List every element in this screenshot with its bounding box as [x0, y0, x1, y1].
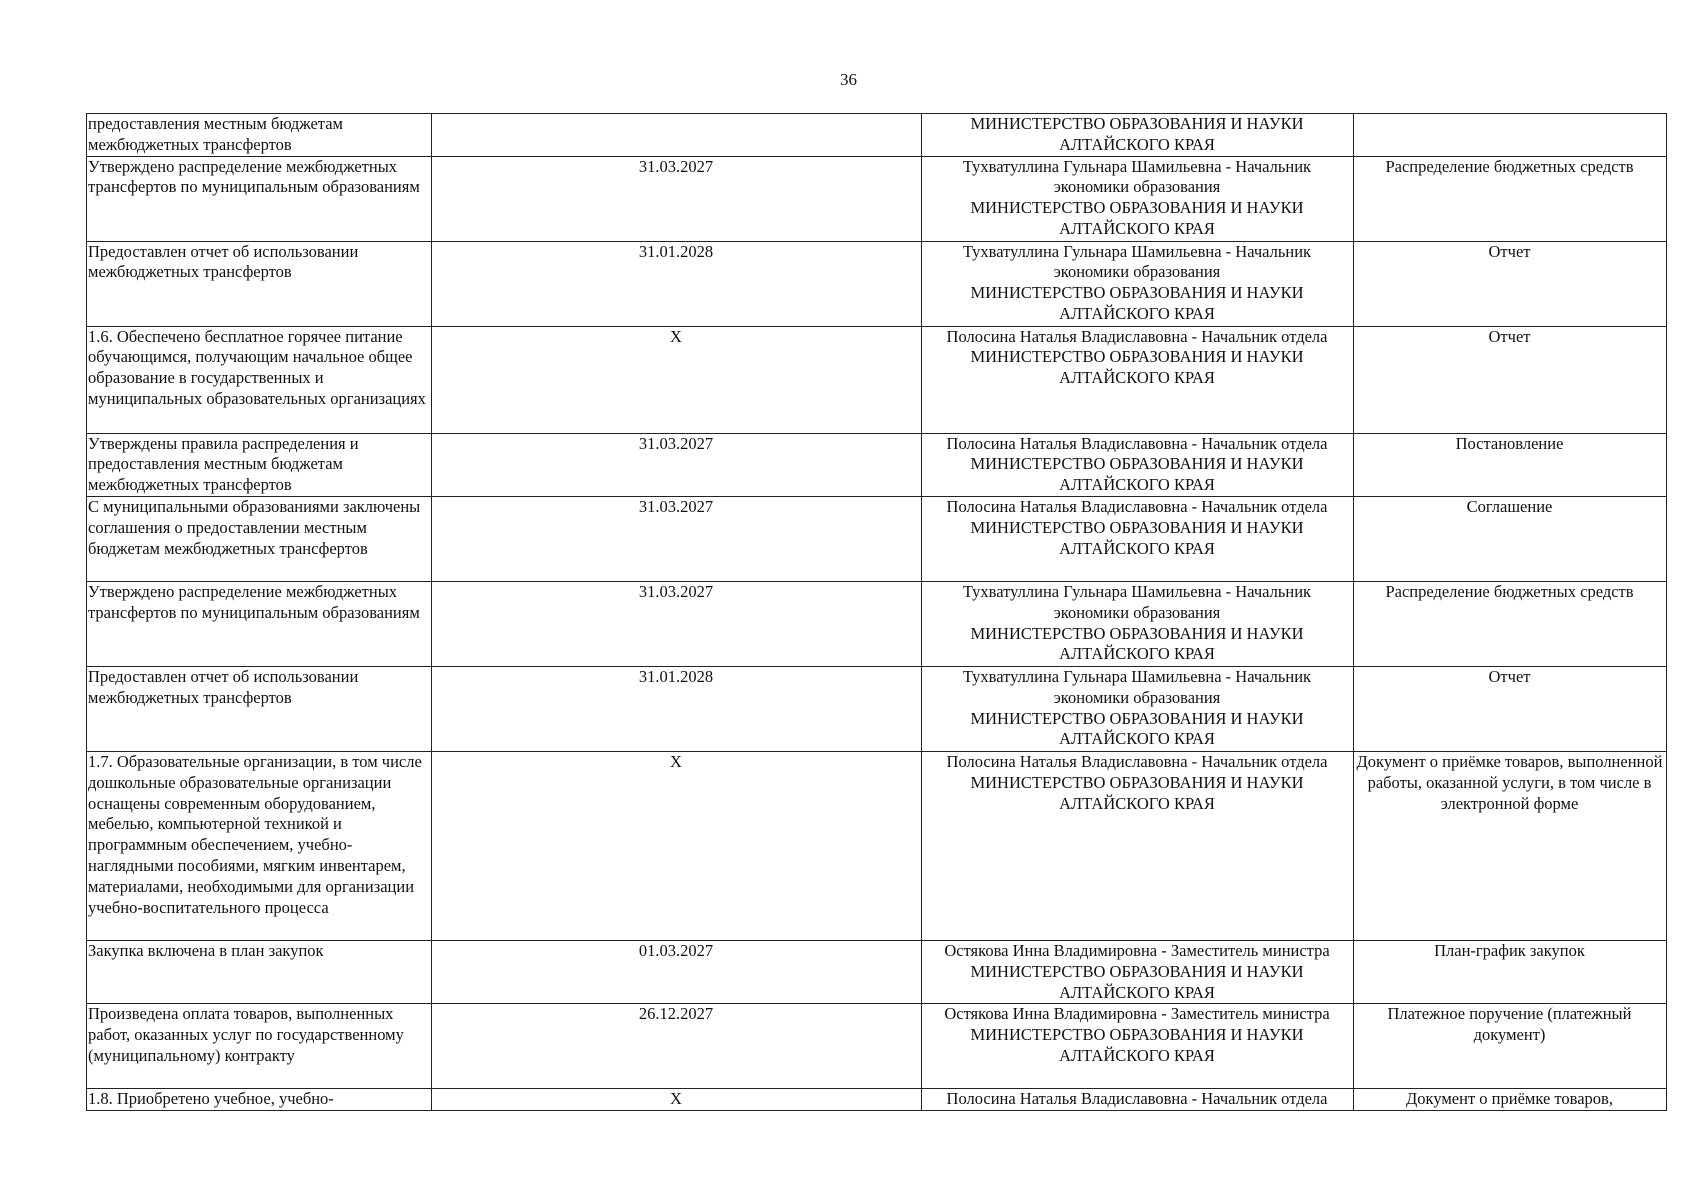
table-row — [87, 241, 1667, 326]
responsible-cell — [922, 114, 1354, 157]
plan-table — [86, 113, 1667, 1111]
responsible-cell — [922, 666, 1354, 751]
responsible-line: Полосина Наталья Владиславовна - Начальник отдела — [946, 433, 1328, 453]
event-name-cell: Предоставлен отчет об использовании межбюджетных трансфертов — [87, 666, 432, 751]
document-cell: Документ о приёмке товаров, выполненной работы, оказанной услуги, в том числе в электронной форме — [1354, 751, 1667, 940]
responsible-cell — [922, 496, 1354, 581]
responsible-line: Полосина Наталья Владиславовна - Начальник отдела — [946, 496, 1328, 516]
document-cell: Документ о приёмке товаров, — [1354, 1089, 1667, 1111]
deadline-cell: 01.03.2027 — [432, 940, 922, 1003]
responsible-line: АЛТАЙСКОГО КРАЯ — [1059, 368, 1215, 388]
event-name-cell: Утверждено распределение межбюджетных трансфертов по муниципальным образованиям — [87, 581, 432, 666]
responsible-cell — [922, 1004, 1354, 1089]
responsible-line: АЛТАЙСКОГО КРАЯ — [1059, 303, 1215, 323]
responsible-line: экономики образования — [1053, 687, 1221, 707]
event-name-cell: Закупка включена в план закупок — [87, 940, 432, 1003]
document-cell — [1354, 114, 1667, 157]
responsible-line: МИНИСТЕРСТВО ОБРАЗОВАНИЯ И НАУКИ — [970, 114, 1304, 133]
responsible-line: экономики образования — [1053, 262, 1221, 282]
responsible-line: МИНИСТЕРСТВО ОБРАЗОВАНИЯ И НАУКИ — [970, 708, 1304, 728]
deadline-cell: X — [432, 326, 922, 433]
responsible-cell — [922, 241, 1354, 326]
deadline-cell: 31.01.2028 — [432, 241, 922, 326]
event-name-cell: предоставления местным бюджетам межбюджетных трансфертов — [87, 114, 432, 157]
table-row — [87, 433, 1667, 496]
table-row — [87, 581, 1667, 666]
responsible-line: Полосина Наталья Владиславовна - Начальник отдела — [946, 751, 1328, 771]
table-row — [87, 156, 1667, 241]
responsible-line: МИНИСТЕРСТВО ОБРАЗОВАНИЯ И НАУКИ — [970, 347, 1304, 367]
event-name-cell: Произведена оплата товаров, выполненных работ, оказанных услуг по государственному (муниципальному) контракту — [87, 1004, 432, 1089]
responsible-line: Тухватуллина Гульнара Шамильевна - Начальник — [962, 241, 1312, 261]
responsible-line: экономики образования — [1053, 602, 1221, 622]
responsible-cell — [922, 156, 1354, 241]
document-cell: Отчет — [1354, 326, 1667, 433]
event-name-cell: 1.6. Обеспечено бесплатное горячее питание обучающимся, получающим начальное общее образование в государственных и муниципальных образовательных организациях — [87, 326, 432, 433]
responsible-line: АЛТАЙСКОГО КРАЯ — [1059, 729, 1215, 749]
responsible-line: АЛТАЙСКОГО КРАЯ — [1059, 644, 1215, 664]
responsible-line: Тухватуллина Гульнара Шамильевна - Начальник — [962, 666, 1312, 686]
table-row — [87, 1004, 1667, 1089]
deadline-cell — [432, 114, 922, 157]
responsible-line: АЛТАЙСКОГО КРАЯ — [1059, 1045, 1215, 1065]
document-cell: Платежное поручение (платежный документ) — [1354, 1004, 1667, 1089]
responsible-line: АЛТАЙСКОГО КРАЯ — [1059, 134, 1215, 154]
event-name-cell: Предоставлен отчет об использовании межбюджетных трансфертов — [87, 241, 432, 326]
responsible-line: Полосина Наталья Владиславовна - Начальник отдела — [946, 326, 1328, 346]
event-name-cell: С муниципальными образованиями заключены соглашения о предоставлении местным бюджетам межбюджетных трансфертов — [87, 496, 432, 581]
document-cell: План-график закупок — [1354, 940, 1667, 1003]
table-row — [87, 326, 1667, 433]
responsible-line: МИНИСТЕРСТВО ОБРАЗОВАНИЯ И НАУКИ — [970, 517, 1304, 537]
responsible-line: Тухватуллина Гульнара Шамильевна - Начальник — [962, 156, 1312, 176]
responsible-line: Остякова Инна Владимировна - Заместитель министра — [944, 940, 1330, 960]
responsible-line: МИНИСТЕРСТВО ОБРАЗОВАНИЯ И НАУКИ — [970, 772, 1304, 792]
responsible-cell — [922, 940, 1354, 1003]
table-row — [87, 1089, 1667, 1111]
deadline-cell: 31.03.2027 — [432, 496, 922, 581]
deadline-cell: X — [432, 751, 922, 940]
deadline-cell: 26.12.2027 — [432, 1004, 922, 1089]
responsible-cell — [922, 1089, 1354, 1111]
responsible-line: АЛТАЙСКОГО КРАЯ — [1059, 218, 1215, 238]
responsible-line: МИНИСТЕРСТВО ОБРАЗОВАНИЯ И НАУКИ — [970, 623, 1304, 643]
responsible-line: АЛТАЙСКОГО КРАЯ — [1059, 793, 1215, 813]
responsible-cell — [922, 326, 1354, 433]
document-cell: Отчет — [1354, 666, 1667, 751]
responsible-line: МИНИСТЕРСТВО ОБРАЗОВАНИЯ И НАУКИ — [970, 1025, 1304, 1045]
table-row — [87, 496, 1667, 581]
deadline-cell: 31.03.2027 — [432, 433, 922, 496]
page-number: 36 — [840, 70, 857, 89]
event-name-cell: 1.8. Приобретено учебное, учебно- — [87, 1089, 432, 1111]
document-cell: Постановление — [1354, 433, 1667, 496]
responsible-line: МИНИСТЕРСТВО ОБРАЗОВАНИЯ И НАУКИ — [970, 283, 1304, 303]
responsible-line: МИНИСТЕРСТВО ОБРАЗОВАНИЯ И НАУКИ — [970, 961, 1304, 981]
event-name-cell: Утверждено распределение межбюджетных трансфертов по муниципальным образованиям — [87, 156, 432, 241]
responsible-line: экономики образования — [1053, 177, 1221, 197]
document-cell: Соглашение — [1354, 496, 1667, 581]
table-row — [87, 940, 1667, 1003]
responsible-cell — [922, 751, 1354, 940]
responsible-cell — [922, 433, 1354, 496]
event-name-cell: 1.7. Образовательные организации, в том числе дошкольные образовательные организации оснащены современным оборудованием, мебелью, компьютерной техникой и программным обеспечением, учебно-наглядными пособиями, мягким инвентарем, материалами, необходимыми для организации учебно-воспитательного процесса — [87, 751, 432, 940]
event-name-cell: Утверждены правила распределения и предоставления местным бюджетам межбюджетных трансфертов — [87, 433, 432, 496]
responsible-cell — [922, 581, 1354, 666]
document-cell: Распределение бюджетных средств — [1354, 156, 1667, 241]
responsible-line: АЛТАЙСКОГО КРАЯ — [1059, 538, 1215, 558]
responsible-line: АЛТАЙСКОГО КРАЯ — [1059, 982, 1215, 1002]
table-row — [87, 666, 1667, 751]
responsible-line: Остякова Инна Владимировна - Заместитель министра — [944, 1004, 1330, 1024]
responsible-line: МИНИСТЕРСТВО ОБРАЗОВАНИЯ И НАУКИ — [970, 198, 1304, 218]
table-row — [87, 751, 1667, 940]
deadline-cell: 31.03.2027 — [432, 156, 922, 241]
responsible-line: МИНИСТЕРСТВО ОБРАЗОВАНИЯ И НАУКИ — [970, 454, 1304, 474]
deadline-cell: 31.03.2027 — [432, 581, 922, 666]
responsible-line: Тухватуллина Гульнара Шамильевна - Начальник — [962, 581, 1312, 601]
responsible-line: АЛТАЙСКОГО КРАЯ — [1059, 475, 1215, 495]
document-cell: Распределение бюджетных средств — [1354, 581, 1667, 666]
deadline-cell: 31.01.2028 — [432, 666, 922, 751]
document-cell: Отчет — [1354, 241, 1667, 326]
plan-table-body — [87, 114, 1667, 1111]
table-row — [87, 114, 1667, 157]
deadline-cell: X — [432, 1089, 922, 1111]
responsible-line: Полосина Наталья Владиславовна - Начальник отдела — [946, 1089, 1328, 1109]
